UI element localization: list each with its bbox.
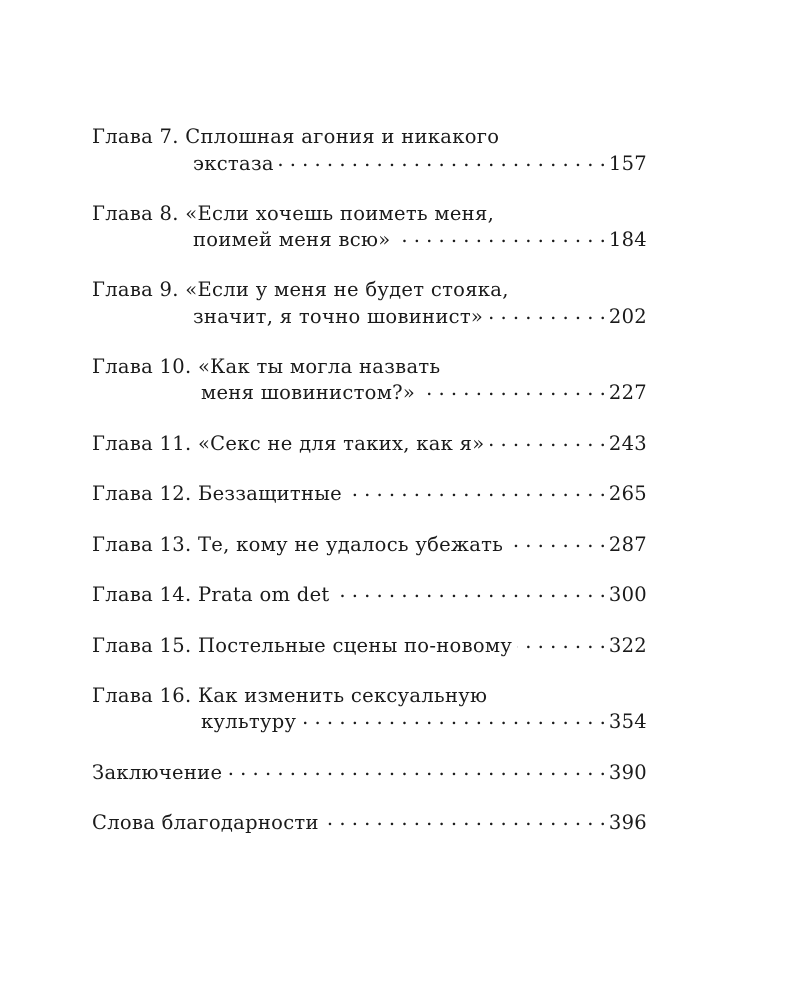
page-number: 265 [608, 482, 647, 505]
chapter-title-line-2: культуру [201, 710, 297, 733]
toc-entry-chapter-16[interactable] [92, 683, 647, 736]
toc-entry-chapter-9[interactable] [92, 277, 647, 330]
toc-entry-chapter-10[interactable] [92, 354, 647, 407]
chapter-title-line-1: «Если у меня не будет стояка, [185, 278, 509, 301]
chapter-title-line-1: «Как ты могла назвать [197, 354, 441, 378]
chapter-title-line-2: значит, я точно шовинист» [193, 304, 484, 328]
dot-leader [395, 227, 605, 247]
toc-entry-chapter-8[interactable] [92, 201, 647, 254]
chapter-title-line-2: поимей меня всю» [193, 228, 391, 251]
chapter-title: «Секс не для таких, как я» [197, 431, 485, 455]
chapter-number: Глава 9. [92, 278, 186, 301]
dot-leader [420, 380, 606, 400]
dot-leader [324, 810, 606, 830]
dot-leader [488, 303, 606, 323]
dot-leader [301, 709, 606, 729]
page-number: 243 [608, 431, 647, 455]
table-of-contents [92, 124, 647, 860]
chapter-title-line-2: экстаза [193, 151, 274, 175]
chapter-title: Те, кому не удалось убежать [197, 532, 504, 556]
toc-entry-chapter-13[interactable] [92, 531, 647, 558]
dot-leader [335, 582, 606, 602]
chapter-number: Глава 16. [92, 683, 198, 707]
chapter-title-line-1: Сплошная агония и никакого [185, 125, 500, 148]
chapter-title: Постельные сцены по-новому [197, 633, 513, 657]
page-number: 287 [608, 532, 647, 556]
toc-entry-conclusion[interactable] [92, 759, 647, 786]
dot-leader [508, 531, 606, 551]
page-number: 227 [608, 381, 647, 404]
toc-entry-chapter-7[interactable] [92, 124, 647, 177]
section-title: Заключение [92, 760, 223, 784]
chapter-number: Глава 14. [92, 583, 198, 606]
dot-leader [279, 150, 606, 170]
page-number: 184 [608, 228, 647, 251]
page-number: 202 [608, 304, 647, 328]
page-number: 390 [608, 760, 647, 784]
toc-entry-acknowledgements[interactable] [92, 810, 647, 837]
chapter-number: Глава 12. [92, 482, 198, 505]
chapter-title-line-2: меня шовинистом?» [201, 381, 416, 404]
toc-entry-chapter-14[interactable] [92, 582, 647, 609]
chapter-number: Глава 10. [92, 354, 198, 378]
dot-leader [517, 632, 606, 652]
chapter-number: Глава 8. [92, 201, 186, 225]
page-number: 354 [608, 710, 647, 733]
toc-entry-chapter-11[interactable] [92, 430, 647, 457]
chapter-title: Prata om det [197, 583, 330, 606]
section-title: Слова благодарности [92, 811, 319, 834]
chapter-number: Глава 15. [92, 633, 198, 657]
page-number: 322 [608, 633, 647, 657]
chapter-title-line-1: «Если хочешь поиметь меня, [185, 201, 495, 225]
dot-leader [490, 430, 606, 450]
dot-leader [227, 759, 606, 779]
chapter-title: Беззащитные [197, 482, 342, 505]
chapter-number: Глава 7. [92, 125, 186, 148]
page-number: 157 [608, 151, 647, 175]
chapter-title-line-1: Как изменить сексуальную [197, 683, 488, 707]
chapter-number: Глава 11. [92, 431, 198, 455]
toc-entry-chapter-12[interactable] [92, 481, 647, 508]
toc-entry-chapter-15[interactable] [92, 632, 647, 659]
chapter-number: Глава 13. [92, 532, 198, 556]
page-number: 300 [608, 583, 647, 606]
page-number: 396 [608, 811, 647, 834]
dot-leader [347, 481, 606, 501]
